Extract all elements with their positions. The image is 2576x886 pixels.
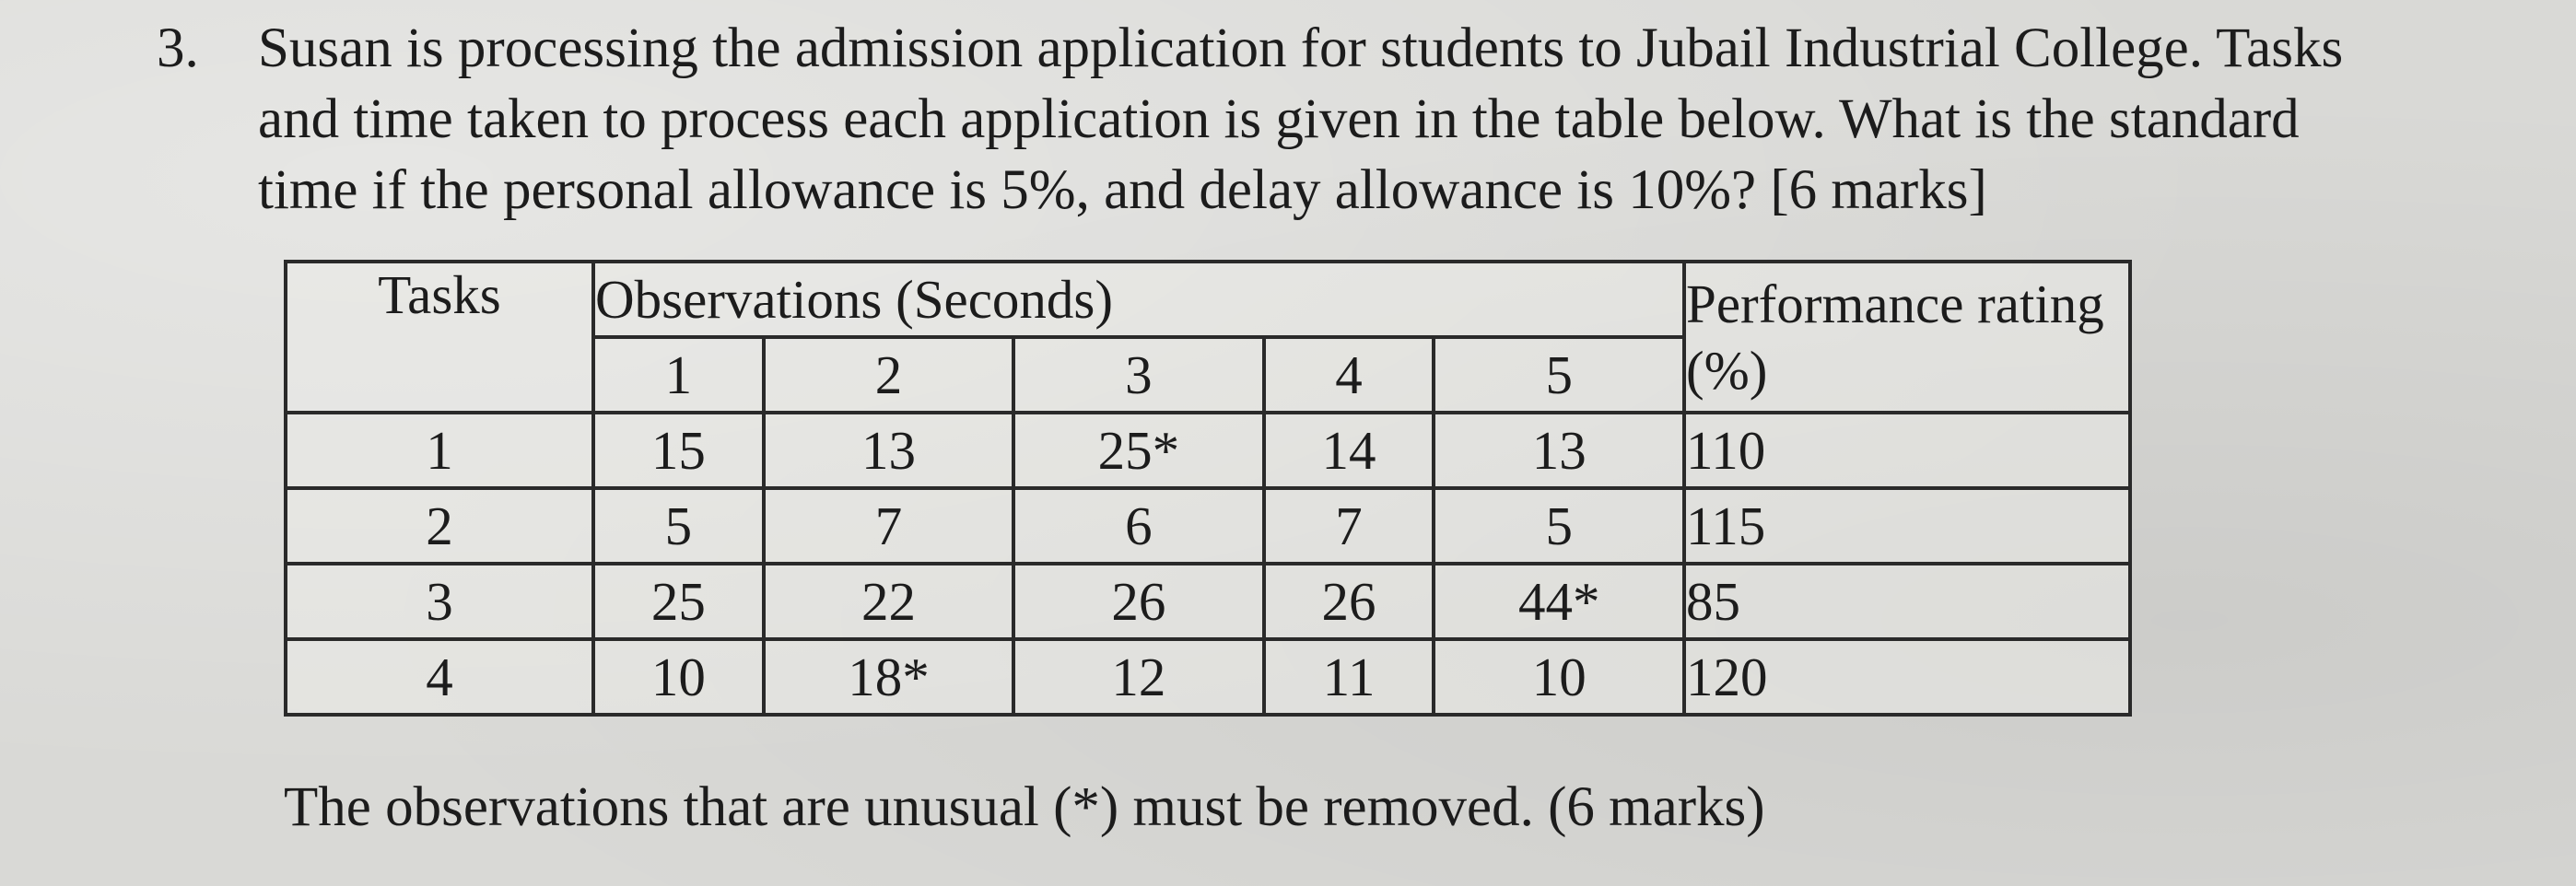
performance-rating: 115 [1684,488,2130,564]
observation-value: 11 [1264,639,1434,715]
table-header-row [286,262,2130,337]
task-number: 2 [286,488,593,564]
observation-value: 6 [1013,488,1263,564]
observation-number: 5 [1434,337,1684,413]
question-number: 3. [157,17,199,79]
tasks-header: Tasks [286,262,593,413]
observation-number: 4 [1264,337,1434,413]
performance-rating: 85 [1684,564,2130,639]
observation-value: 5 [1434,488,1684,564]
question-line: Susan is processing the admission application for students to Jubail Industrial College. Tasks [258,17,2344,79]
observation-value: 10 [593,639,764,715]
performance-rating: 110 [1684,413,2130,488]
observation-value: 14 [1264,413,1434,488]
observations-table [284,260,2132,717]
observation-value: 13 [764,413,1013,488]
observation-number: 3 [1013,337,1263,413]
task-number: 3 [286,564,593,639]
observation-value: 26 [1013,564,1263,639]
observation-value: 22 [764,564,1013,639]
observation-number: 2 [764,337,1013,413]
observation-value: 12 [1013,639,1263,715]
observation-value: 18* [764,639,1013,715]
table-row [286,488,2130,564]
observation-value: 26 [1264,564,1434,639]
observation-value: 10 [1434,639,1684,715]
performance-rating: 120 [1684,639,2130,715]
task-number: 4 [286,639,593,715]
observation-number: 1 [593,337,764,413]
observation-value: 7 [764,488,1013,564]
question-line: and time taken to process each application is given in the table below. What is the standard [258,88,2300,150]
observation-value: 13 [1434,413,1684,488]
observation-value: 25* [1013,413,1263,488]
observation-value: 44* [1434,564,1684,639]
table-row [286,639,2130,715]
observation-value: 15 [593,413,764,488]
performance-rating-header: Performance rating (%) [1684,262,2130,413]
question-line: time if the personal allowance is 5%, and delay allowance is 10%? [6 marks] [258,159,1987,221]
task-number: 1 [286,413,593,488]
observation-value: 7 [1264,488,1434,564]
observations-header: Observations (Seconds) [593,262,1684,337]
table-row [286,564,2130,639]
table-row [286,413,2130,488]
observation-value: 25 [593,564,764,639]
question-text [258,13,2515,226]
observation-value: 5 [593,488,764,564]
footer-note: The observations that are unusual (*) must be removed. (6 marks) [284,776,1765,838]
